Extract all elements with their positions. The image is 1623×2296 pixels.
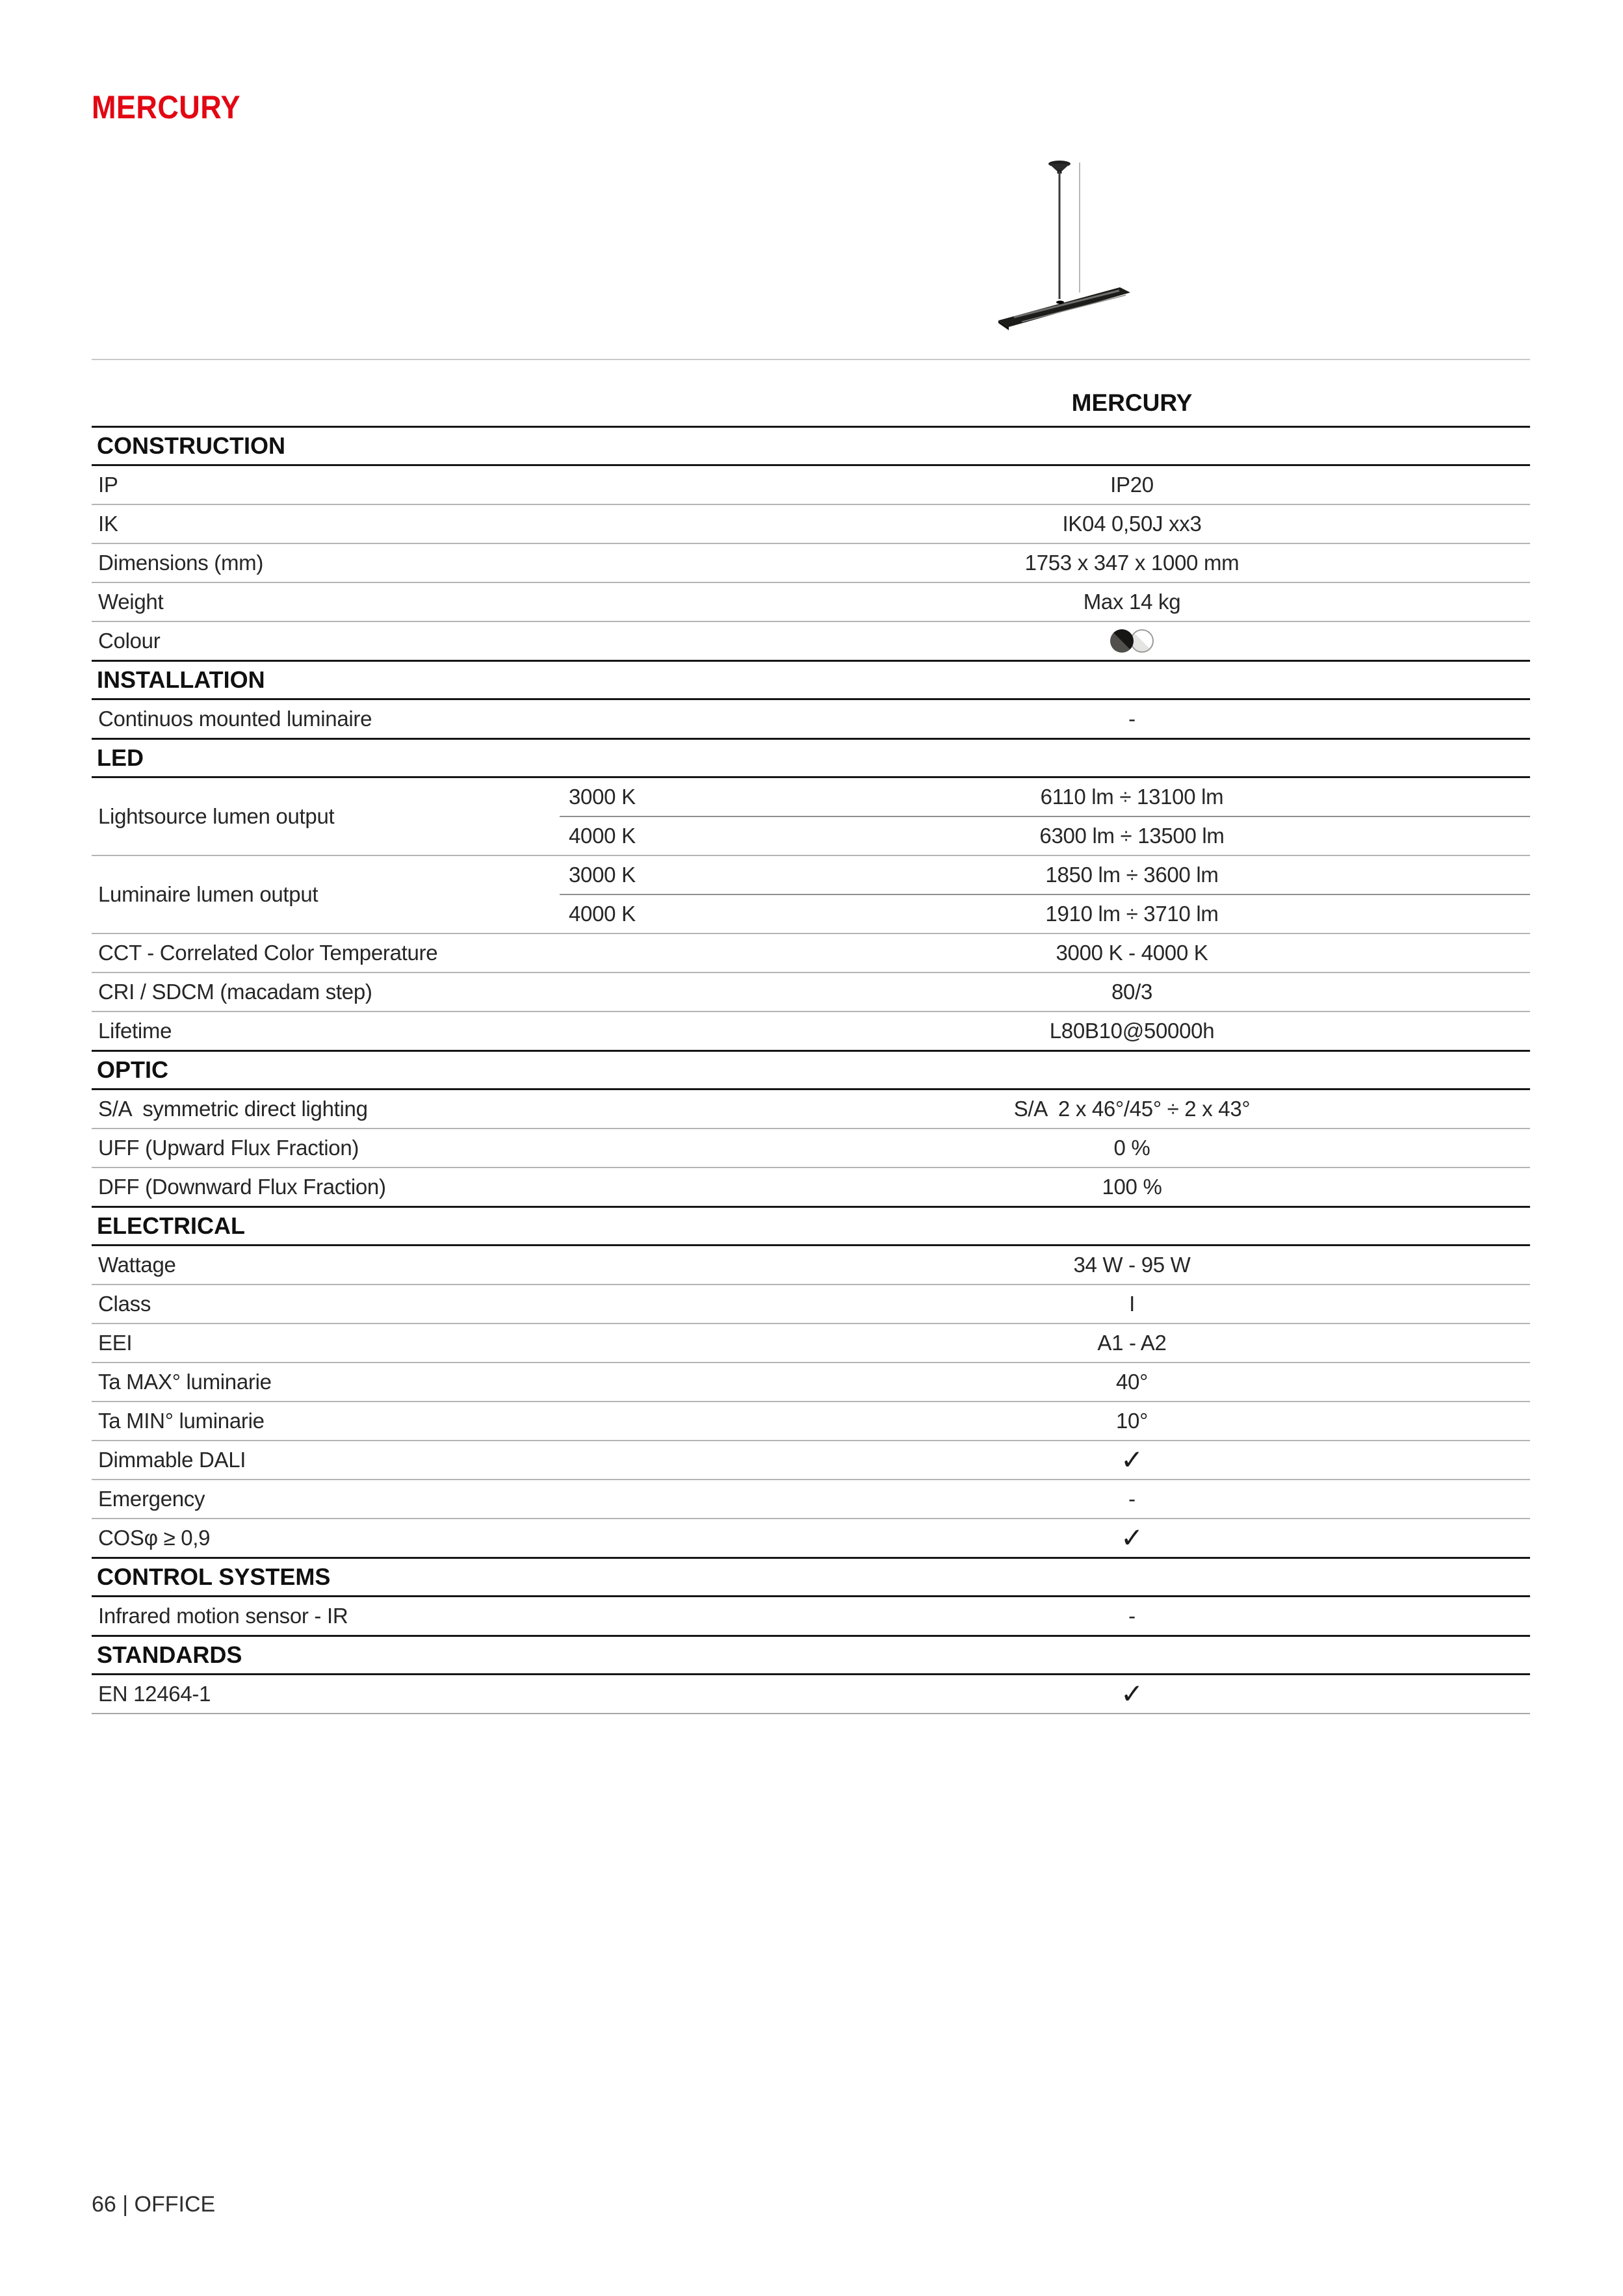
row-value: 1910 lm ÷ 3710 lm (1045, 902, 1219, 926)
table-row-s-a-symmetric-direct-lighting (92, 1090, 1530, 1129)
subrow-4000-k (560, 894, 1530, 933)
table-row-class (92, 1285, 1530, 1324)
row-label: Ta MAX° luminarie (98, 1370, 272, 1394)
row-label: IP (98, 473, 118, 497)
section-header-optic: OPTIC (92, 1050, 1530, 1090)
check-icon: ✓ (1121, 1444, 1143, 1475)
table-row-wattage (92, 1246, 1530, 1285)
row-value: Max 14 kg (1083, 590, 1181, 614)
row-label: Class (98, 1292, 151, 1316)
row-label: Lightsource lumen output (98, 804, 335, 828)
table-row-cct-correlated-color-temperature (92, 934, 1530, 973)
row-label: Luminaire lumen output (98, 882, 318, 906)
page-title: MERCURY (92, 89, 240, 125)
row-value (734, 1519, 1530, 1557)
row-value (734, 622, 1530, 660)
table-row-lightsource-lumen-output (92, 778, 1530, 856)
spec-table-body (92, 426, 1530, 1714)
row-label: S/A symmetric direct lighting (98, 1097, 368, 1121)
section-header-standards: STANDARDS (92, 1635, 1530, 1675)
page-footer: 66 | OFFICE (92, 2192, 216, 2217)
colour-swatch-black (1110, 629, 1134, 653)
row-condition: 3000 K (569, 863, 636, 887)
table-product-name: MERCURY (1071, 389, 1193, 416)
table-row-dimensions-mm (92, 544, 1530, 583)
table-row-ta-max-luminarie (92, 1363, 1530, 1402)
row-value: 3000 K - 4000 K (1056, 941, 1208, 965)
table-row-lifetime (92, 1012, 1530, 1050)
table-row-dimmable-dali (92, 1441, 1530, 1480)
row-value (734, 1441, 1530, 1479)
section-header-led: LED (92, 738, 1530, 778)
row-value: 80/3 (1111, 980, 1153, 1004)
row-subrows (560, 778, 1530, 855)
row-value: 1850 lm ÷ 3600 lm (1045, 863, 1219, 887)
table-header-row (92, 359, 1530, 426)
row-value: 6110 lm ÷ 13100 lm (1040, 785, 1224, 809)
row-label: EN 12464-1 (98, 1682, 211, 1706)
row-value: - (1128, 707, 1136, 731)
row-value: A1 - A2 (1097, 1331, 1167, 1355)
row-label: Weight (98, 590, 164, 614)
row-label: Infrared motion sensor - IR (98, 1604, 348, 1628)
table-row-dff-downward-flux-fraction (92, 1168, 1530, 1206)
row-label: COSφ ≥ 0,9 (98, 1526, 211, 1550)
table-row-ta-min-luminarie (92, 1402, 1530, 1441)
row-value (734, 1675, 1530, 1713)
check-icon: ✓ (1121, 1678, 1143, 1709)
table-row-weight (92, 583, 1530, 622)
row-value: 34 W - 95 W (1073, 1253, 1191, 1277)
row-label: Colour (98, 629, 161, 653)
table-row-continuos-mounted-luminaire (92, 700, 1530, 738)
colour-swatch-white (1130, 629, 1154, 653)
table-row-cos-0-9 (92, 1519, 1530, 1557)
row-label: DFF (Downward Flux Fraction) (98, 1175, 386, 1199)
row-label: UFF (Upward Flux Fraction) (98, 1136, 359, 1160)
spec-table (92, 359, 1530, 1714)
colour-swatches (1110, 629, 1154, 653)
row-condition: 4000 K (569, 902, 636, 926)
row-subrows (560, 856, 1530, 933)
table-row-cri-sdcm-macadam-step (92, 973, 1530, 1012)
row-value: L80B10@50000h (1049, 1019, 1215, 1043)
row-label: Lifetime (98, 1019, 172, 1043)
row-label: Dimensions (mm) (98, 551, 264, 575)
table-row-en-12464-1 (92, 1675, 1530, 1714)
pendant-luminaire-image (962, 153, 1170, 342)
section-header-control-systems: CONTROL SYSTEMS (92, 1557, 1530, 1597)
row-label: Ta MIN° luminarie (98, 1409, 265, 1433)
table-row-uff-upward-flux-fraction (92, 1129, 1530, 1168)
subrow-4000-k (560, 816, 1530, 855)
subrow-3000-k (560, 778, 1530, 816)
row-value: 10° (1115, 1409, 1148, 1433)
row-label: CRI / SDCM (macadam step) (98, 980, 372, 1004)
check-icon: ✓ (1121, 1522, 1143, 1553)
row-value: 1753 x 347 x 1000 mm (1024, 551, 1240, 575)
row-value: S/A 2 x 46°/45° ÷ 2 x 43° (1013, 1097, 1251, 1121)
row-label: IK (98, 512, 118, 536)
table-row-colour (92, 622, 1530, 660)
row-value: I (1129, 1292, 1135, 1316)
row-value: - (1128, 1487, 1136, 1511)
row-label: CCT - Correlated Color Temperature (98, 941, 438, 965)
table-row-infrared-motion-sensor-ir (92, 1597, 1530, 1635)
table-row-ip (92, 466, 1530, 505)
table-row-ik (92, 505, 1530, 544)
section-header-electrical: ELECTRICAL (92, 1206, 1530, 1246)
row-value: 0 % (1113, 1136, 1150, 1160)
section-header-installation: INSTALLATION (92, 660, 1530, 700)
row-label: EEI (98, 1331, 133, 1355)
row-label: Wattage (98, 1253, 176, 1277)
row-value: IK04 0,50J xx3 (1062, 512, 1202, 536)
table-row-emergency (92, 1480, 1530, 1519)
row-condition: 4000 K (569, 824, 636, 848)
row-label: Continuos mounted luminaire (98, 707, 372, 731)
table-row-luminaire-lumen-output (92, 856, 1530, 934)
row-value: 6300 lm ÷ 13500 lm (1039, 824, 1225, 848)
section-header-construction: CONSTRUCTION (92, 426, 1530, 466)
subrow-3000-k (560, 856, 1530, 894)
row-label: Dimmable DALI (98, 1448, 246, 1472)
row-value: - (1128, 1604, 1136, 1628)
row-label: Emergency (98, 1487, 205, 1511)
row-value: 100 % (1102, 1175, 1162, 1199)
row-value: 40° (1115, 1370, 1148, 1394)
row-condition: 3000 K (569, 785, 636, 809)
table-row-eei (92, 1324, 1530, 1363)
row-value: IP20 (1110, 473, 1154, 497)
